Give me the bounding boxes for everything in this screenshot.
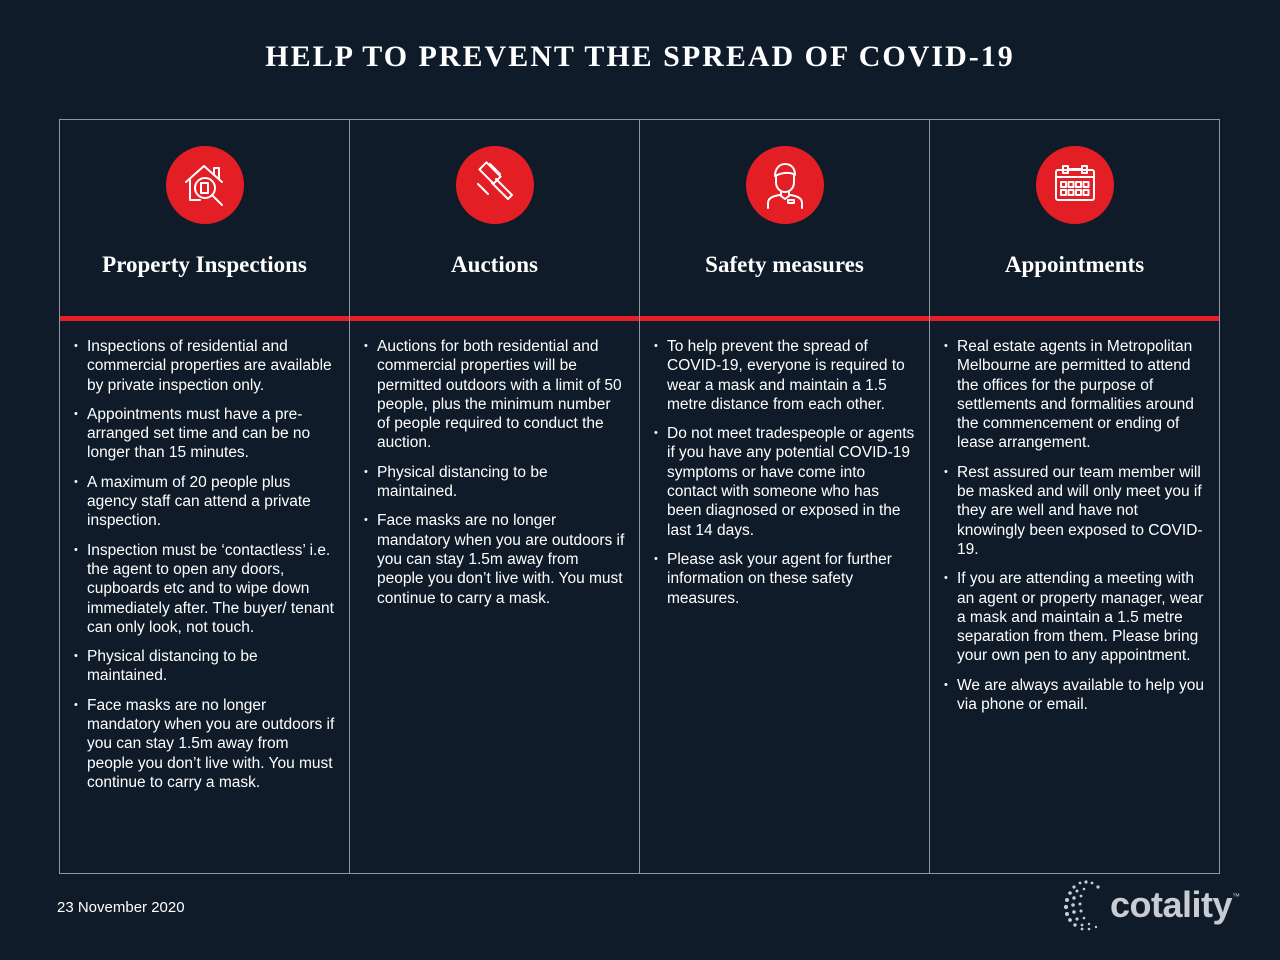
column-heading: Safety measures — [705, 252, 864, 277]
column-header — [930, 146, 1219, 321]
list-item: • Do not meet tradespeople or agents if you have any potential COVID-19 symptoms or have come into contact with someone who has been diagnosed or exposed in the last 14 days. — [667, 424, 917, 540]
list-item: • Physical distancing to be maintained. — [377, 463, 627, 502]
gavel-icon — [456, 146, 534, 224]
calendar-icon — [1036, 146, 1114, 224]
list-item: • Physical distancing to be maintained. — [87, 647, 337, 686]
list-item: • To help prevent the spread of COVID-19, everyone is required to wear a mask and maintain a 1.5 metre distance from each other. — [667, 337, 917, 414]
column-auctions — [350, 120, 640, 873]
column-header — [60, 146, 349, 321]
list-item: • Appointments must have a pre-arranged set time and can be no longer than 15 minutes. — [87, 405, 337, 463]
house-search-icon — [166, 146, 244, 224]
globe-logo-icon — [1062, 878, 1110, 932]
list-item: • If you are attending a meeting with an agent or property manager, wear a mask and maintain a 1.5 metre separation from them. Please bring your own pen to any appointment. — [957, 569, 1207, 665]
list-item: • Face masks are no longer mandatory when you are outdoors if you can stay 1.5m away from people you don’t live with. You must continue to carry a mask. — [377, 511, 627, 607]
footer-date: 23 November 2020 — [57, 899, 185, 916]
column-header — [350, 146, 639, 321]
list-item: • We are always available to help you via phone or email. — [957, 676, 1207, 715]
bullet-list — [60, 337, 349, 792]
list-item: • A maximum of 20 people plus agency staff can attend a private inspection. — [87, 473, 337, 531]
column-property-inspections — [60, 120, 350, 873]
list-item: • Inspections of residential and commercial properties are available by private inspection only. — [87, 337, 337, 395]
brand-logo — [1062, 878, 1240, 932]
column-heading: Auctions — [451, 252, 538, 277]
list-item: • Rest assured our team member will be masked and will only meet you if they are well and have not knowingly been exposed to COVID-19. — [957, 463, 1207, 559]
bullet-list — [350, 337, 639, 608]
person-icon — [746, 146, 824, 224]
column-heading: Appointments — [1004, 252, 1145, 277]
column-heading: Property Inspections — [102, 252, 307, 277]
list-item: • Real estate agents in Metropolitan Melbourne are permitted to attend the offices for the purpose of settlements and formalities around the commencement or ending of lease arrangement. — [957, 337, 1207, 453]
list-item: • Face masks are no longer mandatory when you are outdoors if you can stay 1.5m away from people you don’t live with. You must continue to carry a mask. — [87, 696, 337, 792]
info-grid — [59, 119, 1220, 874]
column-appointments — [930, 120, 1219, 873]
bullet-list — [640, 337, 929, 608]
list-item: • Auctions for both residential and commercial properties will be permitted outdoors with a limit of 50 people, plus the minimum number of people required to conduct the auction. — [377, 337, 627, 453]
trademark: ™ — [1232, 892, 1241, 901]
list-item: • Please ask your agent for further information on these safety measures. — [667, 550, 917, 608]
column-header — [640, 146, 929, 321]
brand-name: cotality — [1110, 884, 1233, 925]
page-title: HELP TO PREVENT THE SPREAD OF COVID-19 — [265, 40, 1015, 73]
bullet-list — [930, 337, 1219, 714]
column-safety-measures — [640, 120, 930, 873]
list-item: • Inspection must be ‘contactless’ i.e. the agent to open any doors, cupboards etc and to wipe down immediately after. The buyer/ tenant can only look, not touch. — [87, 541, 337, 637]
